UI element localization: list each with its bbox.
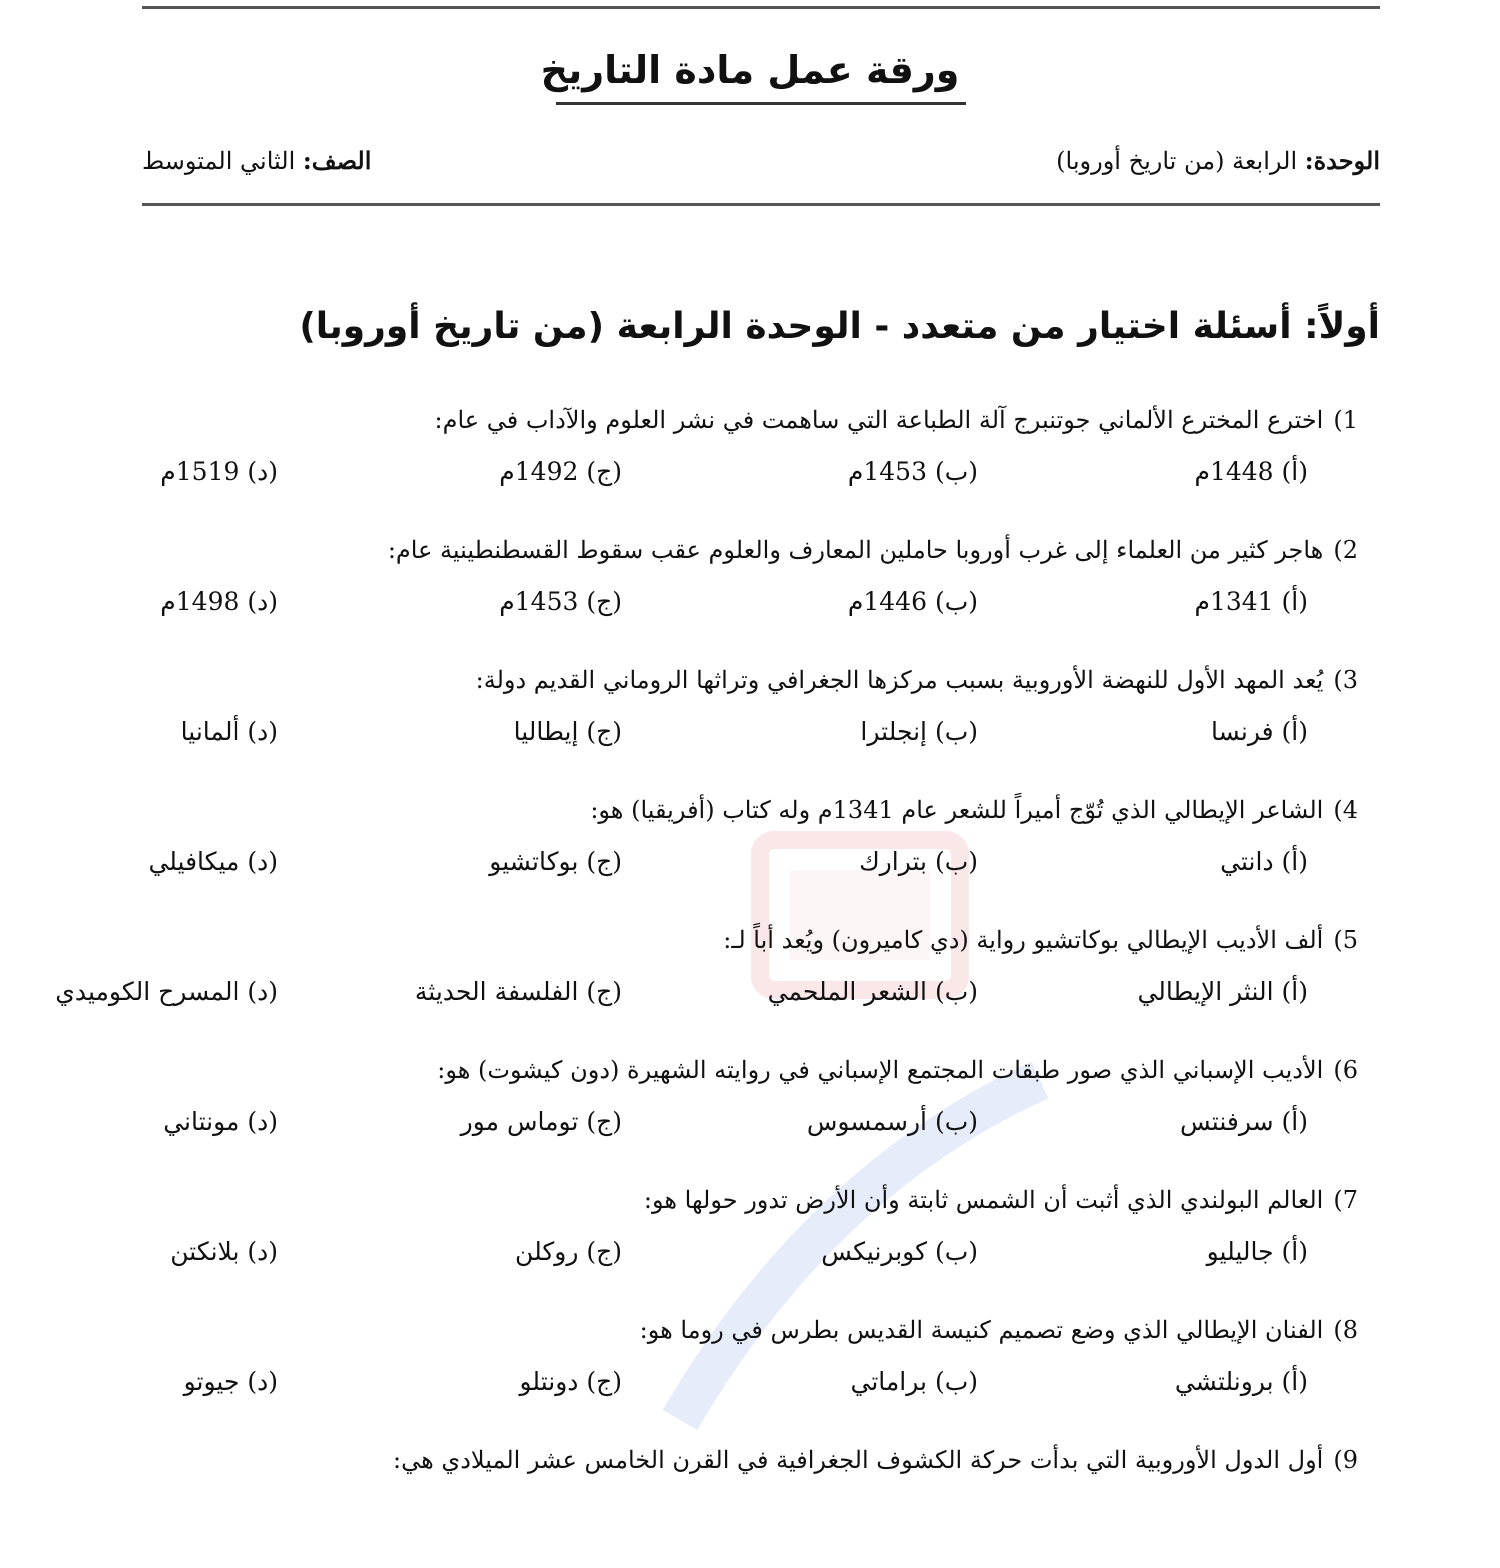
options-row bbox=[142, 702, 1358, 762]
options-row bbox=[142, 1222, 1358, 1282]
option-c: (ج) إيطاليا bbox=[513, 717, 622, 746]
header-rule bbox=[142, 203, 1380, 206]
option-c: (ج) الفلسفة الحديثة bbox=[414, 977, 622, 1006]
question-text: الشاعر الإيطالي الذي تُوّج أميراً للشعر عام 1341م وله كتاب (أفريقيا) هو: bbox=[590, 796, 1324, 824]
question-text: اخترع المخترع الألماني جوتنبرج آلة الطباعة التي ساهمت في نشر العلوم والآداب في عام: bbox=[434, 406, 1324, 434]
questions-list bbox=[55, 398, 1358, 1568]
option-a: (أ) برونلتشي bbox=[1174, 1367, 1308, 1396]
options-row bbox=[142, 572, 1358, 632]
question-text: العالم البولندي الذي أثبت أن الشمس ثابتة وأن الأرض تدور حولها هو: bbox=[643, 1186, 1324, 1214]
title-underline bbox=[556, 102, 966, 105]
option-d: (د) ألمانيا bbox=[180, 717, 278, 746]
question-number: 7) bbox=[1333, 1186, 1358, 1214]
grade-value: الثاني المتوسط bbox=[142, 147, 296, 175]
option-d: (د) بلانكتن bbox=[170, 1237, 278, 1266]
question-number: 5) bbox=[1333, 926, 1358, 954]
option-c: (ج) توماس مور bbox=[460, 1107, 622, 1136]
question-text: هاجر كثير من العلماء إلى غرب أوروبا حاملين المعارف والعلوم عقب سقوط القسطنطينية عام: bbox=[387, 536, 1324, 564]
options-row bbox=[55, 962, 1358, 1022]
option-c: (ج) روكلن bbox=[515, 1237, 622, 1266]
question-number: 8) bbox=[1333, 1316, 1358, 1344]
option-c: (ج) بوكاتشيو bbox=[489, 847, 622, 876]
question-8 bbox=[142, 1308, 1358, 1438]
question-1 bbox=[142, 398, 1358, 528]
question-number: 6) bbox=[1333, 1056, 1358, 1084]
option-d: (د) 1519م bbox=[160, 457, 278, 486]
option-d: (د) ميكافيلي bbox=[148, 847, 278, 876]
question-9 bbox=[142, 1438, 1358, 1568]
options-row bbox=[142, 1092, 1358, 1152]
option-b: (ب) 1446م bbox=[847, 587, 978, 616]
option-d: (د) جيوتو bbox=[183, 1367, 278, 1396]
grade-info bbox=[142, 146, 371, 175]
question-text: يُعد المهد الأول للنهضة الأوروبية بسبب مركزها الجغرافي وتراثها الروماني القديم دولة: bbox=[475, 666, 1324, 694]
option-a: (أ) دانتي bbox=[1220, 847, 1308, 876]
option-b: (ب) الشعر الملحمي bbox=[767, 977, 978, 1006]
option-a: (أ) 1448م bbox=[1194, 457, 1308, 486]
question-number: 9) bbox=[1333, 1446, 1358, 1474]
top-rule bbox=[142, 6, 1380, 9]
question-number: 4) bbox=[1333, 796, 1358, 824]
option-c: (ج) 1453م bbox=[499, 587, 622, 616]
question-text: ألف الأديب الإيطالي بوكاتشيو رواية (دي كاميرون) ويُعد أباً لـ: bbox=[723, 926, 1324, 954]
question-6 bbox=[142, 1048, 1358, 1178]
option-a: (أ) سرفنتس bbox=[1179, 1107, 1308, 1136]
option-c: (ج) دونتلو bbox=[519, 1367, 622, 1396]
section-title: أولاً: أسئلة اختيار من متعدد - الوحدة الرابعة (من تاريخ أوروبا) bbox=[299, 306, 1380, 347]
worksheet-title: ورقة عمل مادة التاريخ bbox=[540, 48, 960, 92]
option-d: (د) 1498م bbox=[160, 587, 278, 616]
option-b: (ب) إنجلترا bbox=[860, 717, 978, 746]
option-d: (د) المسرح الكوميدي bbox=[55, 977, 278, 1006]
options-row bbox=[142, 832, 1358, 892]
question-text: أول الدول الأوروبية التي بدأت حركة الكشوف الجغرافية في القرن الخامس عشر الميلادي هي: bbox=[393, 1446, 1324, 1474]
question-4 bbox=[142, 788, 1358, 918]
option-d: (د) مونتاني bbox=[163, 1107, 278, 1136]
question-text: الفنان الإيطالي الذي وضع تصميم كنيسة القديس بطرس في روما هو: bbox=[639, 1316, 1324, 1344]
grade-label: الصف: bbox=[302, 146, 372, 175]
option-b: (ب) 1453م bbox=[847, 457, 978, 486]
options-row bbox=[142, 1352, 1358, 1412]
option-a: (أ) فرنسا bbox=[1210, 717, 1308, 746]
option-b: (ب) أرسمسوس bbox=[806, 1107, 978, 1136]
question-text: الأديب الإسباني الذي صور طبقات المجتمع الإسباني في روايته الشهيرة (دون كيشوت) هو: bbox=[437, 1056, 1324, 1084]
option-b: (ب) بترارك bbox=[859, 847, 978, 876]
question-3 bbox=[142, 658, 1358, 788]
unit-info bbox=[1056, 146, 1380, 175]
options-row bbox=[142, 442, 1358, 502]
question-7 bbox=[142, 1178, 1358, 1308]
question-number: 3) bbox=[1333, 666, 1358, 694]
question-number: 1) bbox=[1333, 406, 1358, 434]
option-b: (ب) كوبرنيكس bbox=[821, 1237, 978, 1266]
unit-value: الرابعة (من تاريخ أوروبا) bbox=[1056, 147, 1298, 175]
option-b: (ب) براماتي bbox=[850, 1367, 978, 1396]
option-a: (أ) النثر الإيطالي bbox=[1137, 977, 1308, 1006]
question-2 bbox=[142, 528, 1358, 658]
question-5 bbox=[55, 918, 1358, 1048]
unit-label: الوحدة: bbox=[1304, 146, 1380, 175]
option-a: (أ) 1341م bbox=[1194, 587, 1308, 616]
option-a: (أ) جاليليو bbox=[1206, 1237, 1308, 1266]
option-c: (ج) 1492م bbox=[499, 457, 622, 486]
question-number: 2) bbox=[1333, 536, 1358, 564]
